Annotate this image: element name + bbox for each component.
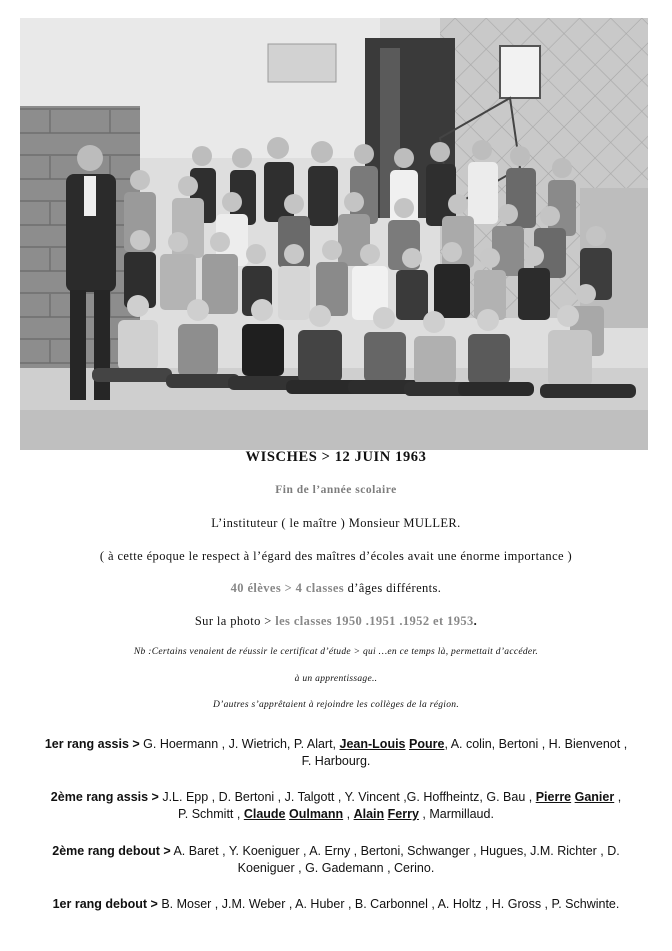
class-photo (20, 18, 648, 450)
page-title: WISCHES > 12 JUIN 1963 (245, 449, 427, 465)
pupils-rest: d’âges différents. (344, 581, 442, 595)
row-1-underlined-first: Jean-Louis (339, 737, 406, 751)
row-3-text-a: A. Baret , Y. Koeniguer , A. Erny , Bertoni, Schwanger , Hugues, J.M. Richter , D. (170, 844, 620, 858)
row-2-underlined-4: Oulmann (288, 807, 344, 821)
row-1-text-c: F. Harbourg. (301, 754, 371, 768)
row-4-text-a: B. Moser , J.M. Weber , A. Huber , B. Carbonnel , A. Holtz , H. Gross , P. Schwinte. (157, 897, 620, 911)
row-3-text-b: Koeniguer , G. Gademann , Cerino. (237, 861, 435, 875)
row-1-label: 1er rang assis > (44, 737, 140, 751)
row-1-text-b: , A. colin, Bertoni , H. Bienvenot , (444, 737, 628, 751)
photo-end: . (473, 614, 478, 628)
row-2-names (18, 789, 654, 823)
class-photo-drawing (20, 18, 648, 450)
respect-line: ( à cette époque le respect à l’égard des maîtres d’écoles avait une énorme importance ) (99, 549, 573, 563)
row-3-label: 2ème rang debout > (52, 844, 171, 858)
pupils-line (0, 581, 672, 596)
row-2-underlined-2: Ganier (574, 790, 615, 804)
row-1-underlined-last: Poure (409, 737, 445, 751)
row-2-text-d: , (343, 807, 354, 821)
row-2-underlined-1: Pierre (535, 790, 572, 804)
note-line-1: Nb :Certains venaient de réussir le certificat d’étude > qui …en ce temps là, permettait d’accéder. (133, 647, 539, 657)
photo-prefix: Sur la photo > (194, 614, 276, 628)
row-4-names (18, 896, 654, 913)
row-2-underlined-6: Ferry (387, 807, 419, 821)
row-2-text-b: , (614, 790, 622, 804)
row-3-names (18, 843, 654, 877)
row-2-text-c: P. Schmitt , (178, 807, 244, 821)
pupils-highlight: 40 élèves > 4 classes (230, 581, 345, 595)
note-line-2: à un apprentissage.. (294, 674, 378, 684)
photo-classes-highlight: les classes 1950 .1951 .1952 et 1953 (275, 614, 474, 628)
teacher-line: L’instituteur ( le maître ) Monsieur MULLER. (211, 516, 461, 530)
row-2-text-e: , Marmillaud. (418, 807, 494, 821)
note-line-3: D’autres s’apprêtaient à rejoindre les collèges de la région. (213, 700, 459, 710)
row-2-text-a: J.L. Epp , D. Bertoni , J. Talgott , Y. Vincent ,G. Hoffheintz, G. Bau , (158, 790, 536, 804)
photo-classes-line (0, 614, 672, 629)
row-2-underlined-5: Alain (353, 807, 385, 821)
page-subtitle: Fin de l’année scolaire (275, 484, 397, 496)
row-2-underlined-3: Claude (243, 807, 286, 821)
row-4-label: 1er rang debout > (52, 897, 158, 911)
row-2-label: 2ème rang assis > (50, 790, 159, 804)
row-1-names (18, 736, 654, 770)
row-1-text-a: G. Hoermann , J. Wietrich, P. Alart, (139, 737, 340, 751)
